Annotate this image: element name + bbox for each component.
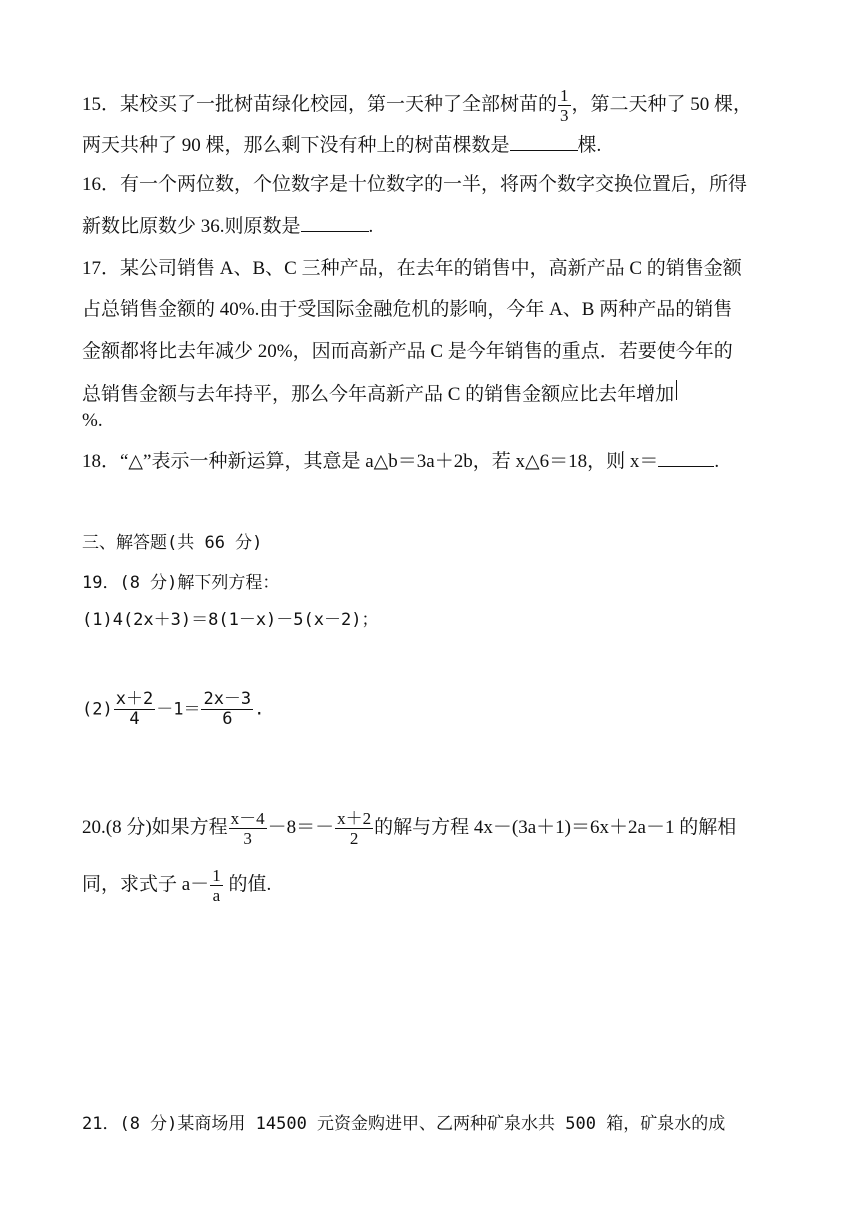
q19-equation-2 <box>82 690 264 729</box>
q20-f1-numerator: x－4 <box>230 809 265 828</box>
q20-text-e: 的值. <box>223 873 272 895</box>
q19-eq2-f2-numerator: 2x－3 <box>203 689 252 709</box>
q18-end: . <box>714 451 720 472</box>
q16-text-b: . <box>368 216 374 237</box>
q15-fraction <box>558 86 571 125</box>
q20-f2-numerator: x＋2 <box>337 809 372 828</box>
q20-fraction-3 <box>210 866 223 905</box>
q20-line2 <box>82 866 271 905</box>
q19-eq2-fraction-left <box>114 690 155 729</box>
q19-eq2-f1-numerator: x＋2 <box>115 689 154 709</box>
q15-answer-blank[interactable] <box>510 134 578 151</box>
q19-eq2-end: . <box>254 699 265 720</box>
q18-text: 18．“△”表示一种新运算，其意是 a△b＝3a＋2b，若 x△6＝18，则 x＝ <box>82 451 659 472</box>
q20-fraction-2 <box>335 809 373 848</box>
q16-line2 <box>82 214 373 240</box>
q20-text-b: －8＝－ <box>267 816 335 838</box>
q18-line <box>82 449 719 475</box>
q19-title: 19．(8 分)解下列方程： <box>82 573 280 593</box>
q17-line4 <box>82 380 677 408</box>
q20-f3-numerator: 1 <box>212 866 221 885</box>
q15-line1 <box>82 86 752 125</box>
q20-f1-denominator: 3 <box>243 829 252 848</box>
q19-eq2-label: (2) <box>82 699 113 720</box>
q20-line1 <box>82 809 736 848</box>
q21-line1: 21．(8 分)某商场用 14500 元资金购进甲、乙两种矿泉水共 500 箱，矿泉水的成 <box>82 1114 726 1134</box>
q20-text-c: 的解与方程 4x－(3a＋1)＝6x＋2a－1 的解相 <box>374 816 737 838</box>
q17-text: 总销售金额与去年持平，那么今年高新产品 C 的销售金额应比去年增加 <box>82 384 675 405</box>
q18-answer-blank[interactable] <box>658 450 714 467</box>
q15-fraction-numerator: 1 <box>560 86 569 105</box>
q17-line2: 占总销售金额的 40%.由于受国际金融危机的影响，今年 A、B 两种产品的销售 <box>82 299 733 320</box>
q20-text-d: 同，求式子 a－ <box>82 873 210 895</box>
q19-eq2-fraction-right <box>201 690 253 729</box>
q16-answer-blank[interactable] <box>301 215 369 232</box>
q16-line1: 16．有一个两位数，个位数字是十位数字的一半，将两个数字交换位置后，所得 <box>82 174 748 195</box>
q15-text-a: 15．某校买了一批树苗绿化校园，第一天种了全部树苗的 <box>82 93 558 115</box>
q20-f3-denominator: a <box>212 886 221 905</box>
q20-f2-denominator: 2 <box>349 829 359 848</box>
q15-line2 <box>82 133 601 159</box>
q19-eq2-middle: －1＝ <box>156 699 201 720</box>
q16-text-a: 新数比原数少 36.则原数是 <box>82 216 301 237</box>
q15-text-c: 两天共种了 90 棵，那么剩下没有种上的树苗棵数是 <box>82 135 510 156</box>
q19-equation-1: (1)4(2x＋3)＝8(1－x)－5(x－2)； <box>82 610 379 630</box>
q15-text-d: 棵. <box>577 135 602 156</box>
q20-fraction-1 <box>229 809 267 848</box>
q15-text-b: ，第二天种了 50 棵， <box>571 93 753 115</box>
q17-line5: %. <box>82 410 103 431</box>
q17-line1: 17．某公司销售 A、B、C 三种产品，在去年的销售中，高新产品 C 的销售金额 <box>82 258 742 279</box>
q19-eq2-f2-denominator: 6 <box>222 709 233 729</box>
q19-eq2-f1-denominator: 4 <box>129 709 140 729</box>
q17-line3: 金额都将比去年减少 20%，因而高新产品 C 是今年销售的重点．若要使今年的 <box>82 341 733 362</box>
q15-fraction-denominator: 3 <box>560 106 569 125</box>
q17-answer-blank[interactable] <box>674 380 677 400</box>
q20-text-a: 20.(8 分)如果方程 <box>82 816 228 838</box>
section-title: 三、解答题(共 66 分) <box>82 533 263 553</box>
